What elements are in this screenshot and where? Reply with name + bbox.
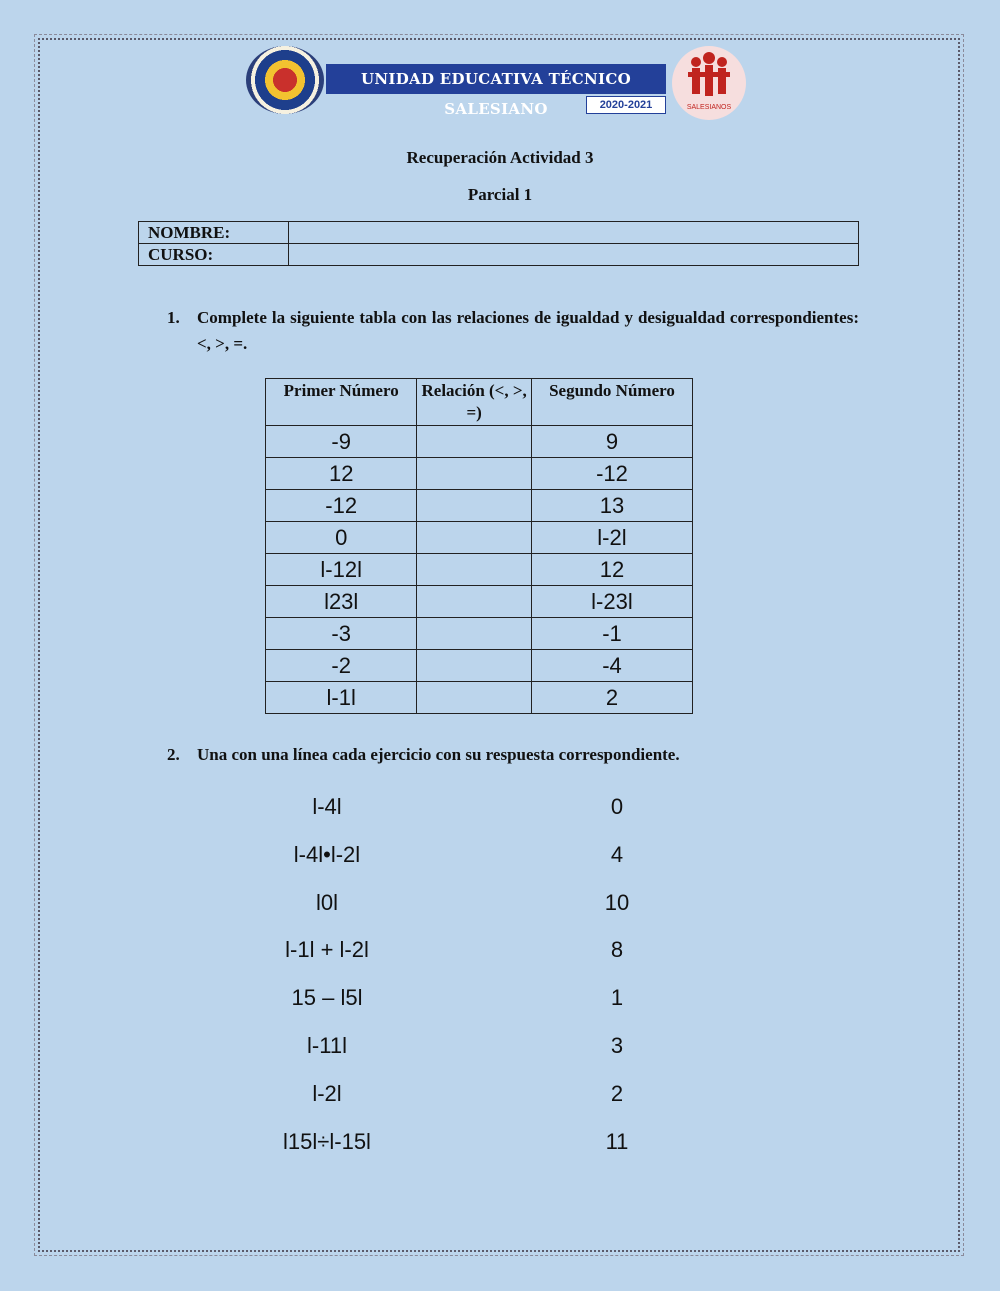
school-header bbox=[246, 46, 746, 124]
table-row bbox=[266, 682, 693, 714]
school-year: 2020-2021 bbox=[586, 96, 666, 114]
first-number-cell: 12 bbox=[266, 458, 417, 490]
answer-item[interactable]: 0 bbox=[610, 794, 624, 819]
table-row bbox=[266, 522, 693, 554]
table-row bbox=[266, 426, 693, 458]
question-1 bbox=[167, 305, 859, 357]
table-row bbox=[266, 490, 693, 522]
answer-item[interactable]: 10 bbox=[604, 889, 630, 915]
relation-cell[interactable] bbox=[417, 554, 532, 586]
second-number-cell: l-23l bbox=[531, 586, 692, 618]
salesianos-logo bbox=[672, 46, 746, 120]
header-second-number: Segundo Número bbox=[531, 379, 692, 426]
second-number-cell: 9 bbox=[531, 426, 692, 458]
table-row bbox=[266, 458, 693, 490]
page-subtitle: Parcial 1 bbox=[467, 185, 533, 204]
relation-cell[interactable] bbox=[417, 490, 532, 522]
exercise-item[interactable]: l-11l bbox=[307, 1033, 347, 1058]
table-row bbox=[266, 586, 693, 618]
first-number-cell: l-1l bbox=[266, 682, 417, 714]
table-row bbox=[266, 618, 693, 650]
second-number-cell: -4 bbox=[531, 650, 692, 682]
header-first-number: Primer Número bbox=[266, 379, 417, 426]
relation-cell[interactable] bbox=[417, 586, 532, 618]
exercise-item[interactable]: l-4l bbox=[312, 794, 342, 819]
exercise-item[interactable]: l-1l + l-2l bbox=[285, 937, 369, 963]
answer-item[interactable]: 4 bbox=[610, 841, 624, 867]
first-number-cell: -9 bbox=[266, 426, 417, 458]
answer-item[interactable]: 11 bbox=[605, 1128, 629, 1154]
second-number-cell: -12 bbox=[531, 458, 692, 490]
second-number-cell: 2 bbox=[531, 682, 692, 714]
exercise-item[interactable]: l-2l bbox=[312, 1080, 342, 1106]
school-name: UNIDAD EDUCATIVA TÉCNICO SALESIANO bbox=[326, 64, 666, 94]
name-row bbox=[139, 222, 859, 244]
name-label: NOMBRE: bbox=[139, 222, 289, 244]
question-2 bbox=[167, 742, 859, 768]
second-number-cell: 12 bbox=[531, 554, 692, 586]
first-number-cell: l23l bbox=[266, 586, 417, 618]
student-info-table bbox=[138, 221, 859, 266]
school-seal-logo bbox=[246, 46, 324, 114]
first-number-cell: -3 bbox=[266, 618, 417, 650]
salesianos-logo-text: SALESIANOS bbox=[686, 104, 732, 111]
relations-table bbox=[265, 378, 693, 714]
question-text: Complete la siguiente tabla con las relaciones de igualdad y desigualdad correspondientes: <, >, =. bbox=[197, 308, 859, 353]
exercise-item[interactable]: 15 – l5l bbox=[291, 985, 363, 1011]
answer-item[interactable]: 2 bbox=[610, 1080, 624, 1106]
relation-cell[interactable] bbox=[417, 650, 532, 682]
relation-cell[interactable] bbox=[417, 618, 532, 650]
table-row bbox=[266, 650, 693, 682]
relation-cell[interactable] bbox=[417, 522, 532, 554]
first-number-cell: l-12l bbox=[266, 554, 417, 586]
relation-cell[interactable] bbox=[417, 426, 532, 458]
second-number-cell: -1 bbox=[531, 618, 692, 650]
exercise-item[interactable]: l-4l•l-2l bbox=[293, 841, 361, 867]
course-label: CURSO: bbox=[139, 244, 289, 266]
first-number-cell: -12 bbox=[266, 490, 417, 522]
relation-cell[interactable] bbox=[417, 458, 532, 490]
second-number-cell: 13 bbox=[531, 490, 692, 522]
answer-item[interactable]: 8 bbox=[610, 937, 624, 963]
answer-item[interactable]: 1 bbox=[610, 985, 624, 1011]
name-field[interactable] bbox=[289, 222, 859, 244]
table-row bbox=[266, 554, 693, 586]
first-number-cell: -2 bbox=[266, 650, 417, 682]
second-number-cell: l-2l bbox=[531, 522, 692, 554]
question-text: Una con una línea cada ejercicio con su respuesta correspondiente. bbox=[197, 745, 680, 764]
exercise-item[interactable]: l0l bbox=[315, 889, 338, 915]
relation-cell[interactable] bbox=[417, 682, 532, 714]
course-row bbox=[139, 244, 859, 266]
course-field[interactable] bbox=[289, 244, 859, 266]
header-relation: Relación (<, >, =) bbox=[417, 379, 532, 426]
answer-item[interactable]: 3 bbox=[610, 1033, 624, 1058]
page-title: Recuperación Actividad 3 bbox=[406, 148, 594, 167]
question-number: 1. bbox=[167, 308, 180, 327]
exercise-item[interactable]: l15l÷l-15l bbox=[283, 1128, 371, 1154]
first-number-cell: 0 bbox=[266, 522, 417, 554]
question-number: 2. bbox=[167, 745, 180, 764]
